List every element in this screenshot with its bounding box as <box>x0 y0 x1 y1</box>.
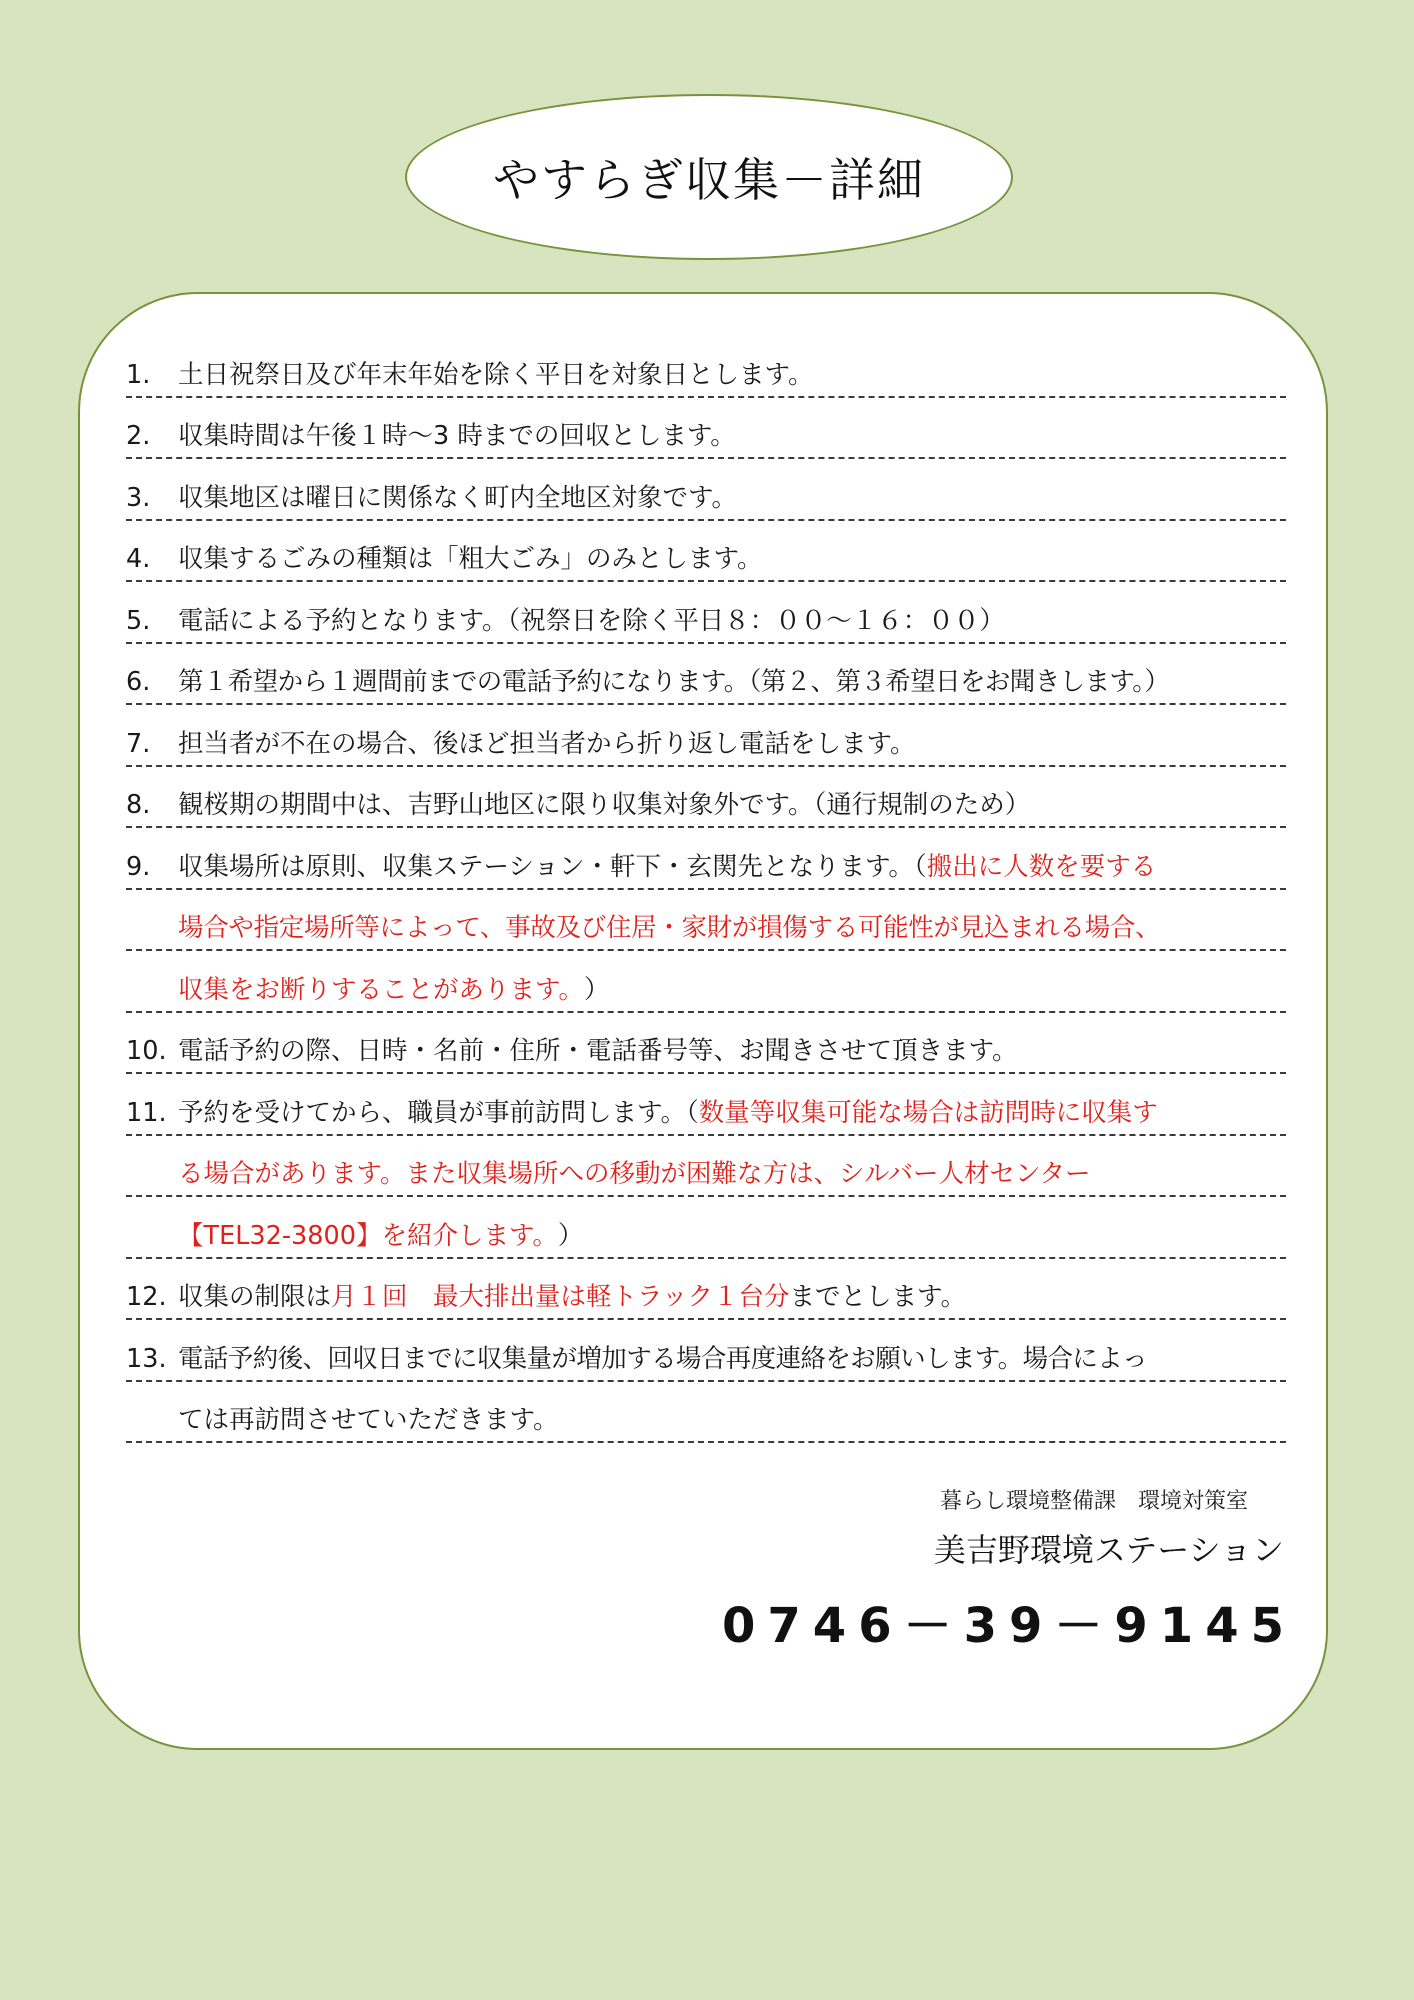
list-item-1 <box>126 336 1286 398</box>
page-title: やすらぎ収集－詳細 <box>493 153 925 207</box>
item-text: ） <box>557 1220 584 1251</box>
item-text: 第１希望から１週間前までの電話予約になります。（第２、第３希望日をお聞きします。） <box>178 667 1170 698</box>
list-item-9-line-3 <box>126 951 1286 1013</box>
item-text-highlight: 収集をお断りすることがあります。 <box>178 974 584 1005</box>
item-text: 収集の制限は <box>178 1282 332 1313</box>
list-item-5 <box>126 582 1286 644</box>
list-item-11-line-3 <box>126 1197 1286 1259</box>
item-number: 13. <box>126 1343 167 1374</box>
list-item-9-line-1 <box>126 828 1286 890</box>
list-item-13-line-2 <box>126 1382 1286 1444</box>
list-item-3 <box>126 459 1286 521</box>
item-number: 2. <box>126 421 151 452</box>
list-item-13-line-1 <box>126 1320 1286 1382</box>
item-text: 収集地区は曜日に関係なく町内全地区対象です。 <box>178 482 737 513</box>
item-number: 4. <box>126 544 151 575</box>
item-number: 5. <box>126 605 151 636</box>
item-text: 電話予約後、回収日までに収集量が増加する場合再度連絡をお願いします。場合によっ <box>178 1343 1148 1374</box>
item-number: 1. <box>126 359 151 390</box>
item-text: 収集時間は午後１時～3 時までの回収とします。 <box>178 421 736 452</box>
list-item-6 <box>126 644 1286 706</box>
detail-panel <box>78 292 1328 1750</box>
item-text: ては再訪問させていただきます。 <box>178 1405 559 1436</box>
item-number: 3. <box>126 482 151 513</box>
list-item-11-line-2 <box>126 1136 1286 1198</box>
item-text-highlight: る場合があります。また収集場所への移動が困難な方は、シルバー人材センター <box>178 1159 1091 1190</box>
item-text: 担当者が不在の場合、後ほど担当者から折り返し電話をします。 <box>178 728 916 759</box>
list-item-7 <box>126 705 1286 767</box>
item-number: 8. <box>126 790 151 821</box>
list-item-2 <box>126 398 1286 460</box>
item-text: 収集場所は原則、収集ステーション・軒下・玄関先となります。（ <box>178 851 927 882</box>
phone-number: 0746－39－9145 <box>722 1598 1296 1654</box>
list-item-4 <box>126 521 1286 583</box>
item-text: までとします。 <box>789 1282 966 1313</box>
rules-list <box>126 336 1286 1443</box>
title-oval <box>405 94 1013 260</box>
item-number: 9. <box>126 851 151 882</box>
department-name: 暮らし環境整備課 環境対策室 <box>939 1489 1248 1514</box>
item-text: 観桜期の期間中は、吉野山地区に限り収集対象外です。（通行規制のため） <box>178 790 1031 821</box>
contact-footer <box>722 1484 1296 1656</box>
item-text-highlight: 数量等収集可能な場合は訪問時に収集す <box>698 1097 1158 1128</box>
list-item-9-line-2 <box>126 890 1286 952</box>
item-text-highlight: 搬出に人数を要する <box>926 851 1157 882</box>
item-text-highlight: 月１回 最大排出量は軽トラック１台分 <box>331 1282 790 1313</box>
item-text: 収集するごみの種類は「粗大ごみ」のみとします。 <box>178 544 763 575</box>
item-text-highlight: 【TEL32-3800】を紹介します。 <box>178 1220 558 1251</box>
list-item-11-line-1 <box>126 1074 1286 1136</box>
item-number: 7. <box>126 728 151 759</box>
item-text: 予約を受けてから、職員が事前訪問します。（ <box>178 1097 699 1128</box>
list-item-10 <box>126 1013 1286 1075</box>
item-text-highlight: 場合や指定場所等によって、事故及び住居・家財が損傷する可能性が見込まれる場合、 <box>178 913 1161 944</box>
list-item-12 <box>126 1259 1286 1321</box>
item-text: ） <box>583 974 610 1005</box>
item-number: 11. <box>126 1097 167 1128</box>
item-number: 12. <box>126 1282 167 1313</box>
item-text: 電話予約の際、日時・名前・住所・電話番号等、お聞きさせて頂きます。 <box>178 1036 1018 1067</box>
item-text: 土日祝祭日及び年末年始を除く平日を対象日とします。 <box>178 359 814 390</box>
item-number: 6. <box>126 667 151 698</box>
station-name: 美吉野環境ステーション <box>933 1531 1284 1569</box>
item-number: 10. <box>126 1036 167 1067</box>
list-item-8 <box>126 767 1286 829</box>
item-text: 電話による予約となります。（祝祭日を除く平日８：００～１６：００） <box>178 605 1005 636</box>
